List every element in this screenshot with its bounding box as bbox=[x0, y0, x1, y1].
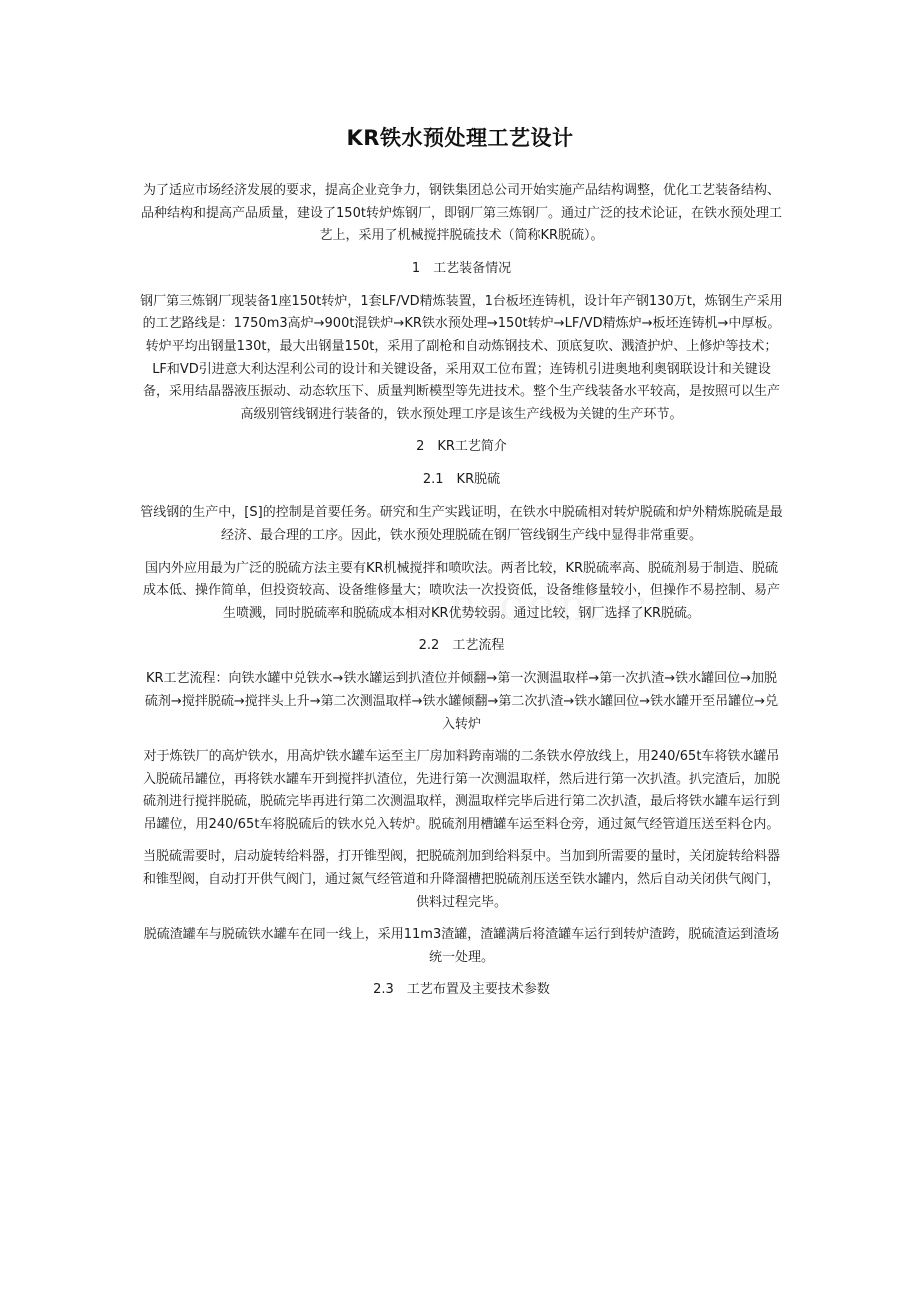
paragraph-equipment: 钢厂第三炼钢厂现装备1座150t转炉，1套LF/VD精炼装置，1台板坯连铸机，设计年产钢130万t，炼钢生产采用的工艺路线是：1750m3高炉→900t混铁炉→KR铁水预处理→150t转炉→LF/VD精炼炉→板坯连铸机→中厚板。转炉平均出钢量130t，最大出钢量150t，采用了副枪和自动炼钢技术、顶底复吹、溅渣护炉、上修炉等技术；LF和VD引进意大利达涅利公司的设计和关键设备，采用双工位布置；连铸机引进奥地利奥钢联设计和关键设备，采用结晶器液压振动、动态软压下、质量判断模型等先进技术。整个生产线装备水平较高，是按照可以生产高级别管线钢进行装备的，铁水预处理工序是该生产线极为关键的生产环节。 bbox=[140, 293, 783, 422]
section-heading-1: 1 工艺装备情况 bbox=[411, 260, 512, 276]
section-heading-2-1: 2.1 KR脱硫 bbox=[422, 472, 501, 488]
paragraph-feeding-process: 当脱硫需要时，启动旋转给料器，打开锥型阀，把脱硫剂加到给料泵中。当加到所需要的量时，关闭旋转给料器和锥型阀，自动打开供气阀门，通过氮气经管道和升降溜槽把脱硫剂压送至铁水罐内，然后自动关闭供气阀门，供料过程完毕。 bbox=[142, 849, 780, 910]
section-heading-2: 2 KR工艺简介 bbox=[416, 439, 507, 455]
document-body bbox=[140, 180, 783, 1012]
section-heading-2-2: 2.2 工艺流程 bbox=[418, 638, 505, 654]
paragraph-slag-handling: 脱硫渣罐车与脱硫铁水罐车在同一线上，采用11m3渣罐，渣罐满后将渣罐车运行到转炉渣跨，脱硫渣运到渣场统一处理。 bbox=[143, 927, 780, 965]
paragraph-sulfur-control: 管线钢的生产中，[S]的控制是首要任务。研究和生产实践证明，在铁水中脱硫相对转炉脱硫和炉外精炼脱硫是最经济、最合理的工序。因此，铁水预处理脱硫在钢厂管线钢生产线中显得非常重要。 bbox=[140, 505, 783, 543]
paragraph-hot-metal-handling: 对于炼铁厂的高炉铁水，用高炉铁水罐车运至主厂房加料跨南端的二条铁水停放线上，用240/65t车将铁水罐吊入脱硫吊罐位，再将铁水罐车开到搅拌扒渣位，先进行第一次测温取样，然后进行第一次扒渣。扒完渣后，加脱硫剂进行搅拌脱硫，脱硫完毕再进行第二次测温取样，测温取样完毕后进行第二次扒渣，最后将铁水罐车运行到吊罐位，用240/65t车将脱硫后的铁水兑入转炉。脱硫剂用槽罐车运至料仓旁，通过氮气经管道压送至料仓内。 bbox=[142, 749, 780, 832]
document-title: KR铁水预处理工艺设计 bbox=[346, 126, 574, 150]
section-heading-2-3: 2.3 工艺布置及主要技术参数 bbox=[373, 982, 550, 998]
paragraph-kr-flow: KR工艺流程：向铁水罐中兑铁水→铁水罐运到扒渣位并倾翻→第一次测温取样→第一次扒渣→铁水罐回位→加脱硫剂→搅拌脱硫→搅拌头上升→第二次测温取样→铁水罐倾翻→第二次扒渣→铁水罐回位→铁水罐开至吊罐位→兑入转炉 bbox=[144, 671, 779, 732]
paragraph-intro: 为了适应市场经济发展的要求，提高企业竞争力，钢铁集团总公司开始实施产品结构调整，优化工艺装备结构、品种结构和提高产品质量，建设了150t转炉炼钢厂，即钢厂第三炼钢厂。通过广泛的技术论证，在铁水预处理工艺上，采用了机械搅拌脱硫技术（简称KR脱硫）。 bbox=[141, 183, 782, 244]
paragraph-method-comparison: 国内外应用最为广泛的脱硫方法主要有KR机械搅拌和喷吹法。两者比较，KR脱硫率高、脱硫剂易于制造、脱硫成本低、操作简单，但投资较高、设备维修量大；喷吹法一次投资低，设备维修量较小，但操作不易控制、易产生喷溅，同时脱硫率和脱硫成本相对KR优势较弱。通过比较，钢厂选择了KR脱硫。 bbox=[142, 560, 780, 621]
